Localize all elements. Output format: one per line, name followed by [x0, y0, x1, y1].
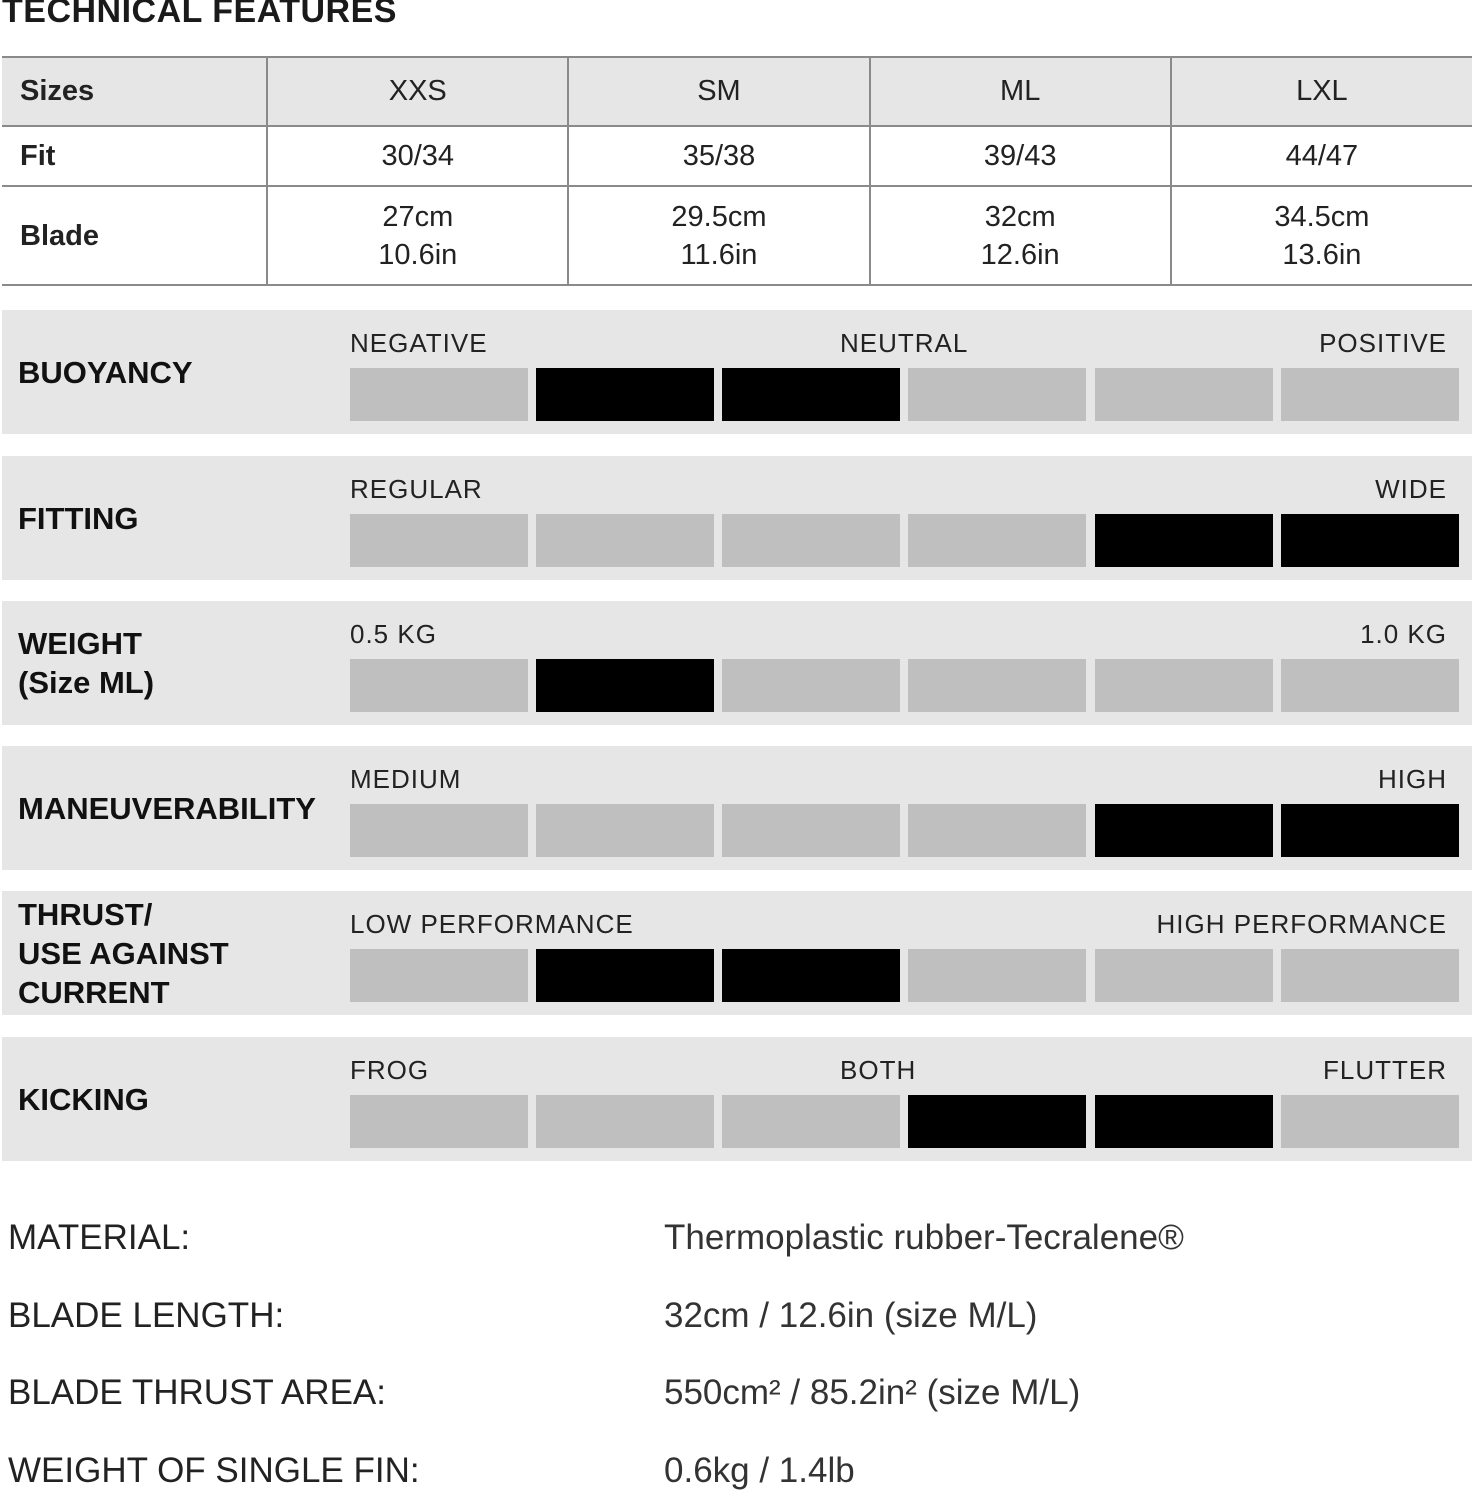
spec-value: 32cm / 12.6in (size M/L) — [664, 1296, 1038, 1335]
spec-value: Thermoplastic rubber-Tecralene® — [664, 1218, 1184, 1257]
scale-low-label: NEGATIVE — [350, 328, 488, 358]
rating-segment-empty — [722, 804, 900, 857]
scale-high-label: HIGH — [1378, 764, 1447, 794]
rating-label-kicking: KICKING — [18, 1081, 149, 1117]
rating-bars-thrust — [350, 949, 1460, 1002]
scale-high-label: WIDE — [1375, 474, 1447, 504]
rating-segment-empty — [722, 1095, 900, 1148]
blade-cm-sm: 29.5cm — [671, 200, 767, 233]
rating-segment-empty — [536, 514, 714, 567]
size-table — [2, 56, 1472, 286]
rating-segment-filled — [1095, 514, 1273, 567]
rating-label-thrust: THRUST/ USE AGAINST CURRENT — [18, 896, 229, 1010]
fit-value-ml: 39/43 — [870, 126, 1171, 186]
scale-low-label: FROG — [350, 1055, 430, 1085]
rating-segment-filled — [908, 1095, 1086, 1148]
rating-thrust — [2, 891, 1472, 1015]
scale-low-label: REGULAR — [350, 474, 483, 504]
rating-scale-weight — [350, 619, 1447, 649]
rating-segment-empty — [1095, 659, 1273, 712]
blade-in-ml: 12.6in — [980, 238, 1060, 271]
spec-key: WEIGHT OF SINGLE FIN: — [8, 1451, 420, 1490]
spec-row — [8, 1373, 1468, 1421]
scale-high-label: POSITIVE — [1319, 328, 1447, 358]
rating-segment-empty — [536, 1095, 714, 1148]
rating-segment-empty — [1281, 368, 1459, 421]
spec-value: 0.6kg / 1.4lb — [664, 1451, 855, 1490]
blade-in-lxl: 13.6in — [1282, 238, 1362, 271]
rating-segment-filled — [536, 368, 714, 421]
rating-segment-empty — [350, 514, 528, 567]
scale-mid-label: BOTH — [840, 1055, 917, 1085]
rating-segment-empty — [350, 659, 528, 712]
rating-segment-empty — [350, 368, 528, 421]
rating-segment-filled — [536, 949, 714, 1002]
rating-bars-maneuverability — [350, 804, 1460, 857]
blade-in-xxs: 10.6in — [378, 238, 458, 271]
blade-value-lxl — [1171, 186, 1472, 285]
fit-row — [2, 126, 1472, 186]
fit-value-xxs: 30/34 — [267, 126, 568, 186]
rating-segment-empty — [1095, 368, 1273, 421]
blade-in-sm: 11.6in — [680, 238, 758, 271]
rating-segment-filled — [722, 368, 900, 421]
spec-row — [8, 1451, 1468, 1499]
spec-key: BLADE LENGTH: — [8, 1296, 285, 1335]
rating-segment-empty — [1095, 949, 1273, 1002]
header-size-lxl: LXL — [1171, 57, 1472, 126]
rating-label-maneuverability: MANEUVERABILITY — [18, 790, 316, 826]
rating-scale-buoyancy — [350, 328, 1447, 358]
rating-bars-weight — [350, 659, 1460, 712]
rating-kicking — [2, 1037, 1472, 1161]
spec-row — [8, 1218, 1468, 1266]
rating-segment-filled — [1095, 1095, 1273, 1148]
rating-scale-kicking — [350, 1055, 1447, 1085]
rating-segment-filled — [1281, 804, 1459, 857]
rating-segment-filled — [536, 659, 714, 712]
rating-segment-empty — [908, 659, 1086, 712]
blade-value-sm — [568, 186, 869, 285]
rating-segment-empty — [350, 1095, 528, 1148]
rating-segment-empty — [1281, 949, 1459, 1002]
rating-scale-thrust — [350, 909, 1447, 939]
rating-segment-empty — [908, 514, 1086, 567]
rating-buoyancy — [2, 310, 1472, 434]
blade-cm-xxs: 27cm — [382, 200, 454, 233]
rating-label-weight: WEIGHT (Size ML) — [18, 626, 155, 700]
scale-low-label: LOW PERFORMANCE — [350, 909, 634, 939]
rating-segment-filled — [722, 949, 900, 1002]
rating-segment-empty — [1281, 1095, 1459, 1148]
rating-bars-fitting — [350, 514, 1460, 567]
rating-segment-empty — [722, 514, 900, 567]
fit-label: Fit — [2, 126, 267, 186]
page-title: TECHNICAL FEATURES — [2, 0, 397, 30]
scale-low-label: 0.5 KG — [350, 619, 437, 649]
header-size-sm: SM — [568, 57, 869, 126]
header-sizes: Sizes — [2, 57, 267, 126]
fit-value-sm: 35/38 — [568, 126, 869, 186]
rating-segment-empty — [908, 368, 1086, 421]
scale-high-label: FLUTTER — [1323, 1055, 1447, 1085]
rating-segment-filled — [1095, 804, 1273, 857]
scale-high-label: 1.0 KG — [1360, 619, 1447, 649]
rating-segment-empty — [908, 949, 1086, 1002]
rating-scale-maneuverability — [350, 764, 1447, 794]
rating-label-buoyancy: BUOYANCY — [18, 354, 193, 390]
spec-key: BLADE THRUST AREA: — [8, 1373, 386, 1412]
blade-label: Blade — [2, 186, 267, 285]
rating-scale-fitting — [350, 474, 1447, 504]
blade-value-ml — [870, 186, 1171, 285]
rating-segment-empty — [908, 804, 1086, 857]
rating-segment-filled — [1281, 514, 1459, 567]
rating-fitting — [2, 456, 1472, 580]
rating-segment-empty — [350, 804, 528, 857]
rating-segment-empty — [536, 804, 714, 857]
header-size-xxs: XXS — [267, 57, 568, 126]
rating-maneuverability — [2, 746, 1472, 870]
scale-high-label: HIGH PERFORMANCE — [1156, 909, 1447, 939]
blade-cm-ml: 32cm — [984, 200, 1056, 233]
spec-row — [8, 1296, 1468, 1344]
rating-segment-empty — [1281, 659, 1459, 712]
header-size-ml: ML — [870, 57, 1171, 126]
rating-segment-empty — [722, 659, 900, 712]
spec-value: 550cm² / 85.2in² (size M/L) — [664, 1373, 1081, 1412]
rating-segment-empty — [350, 949, 528, 1002]
fit-value-lxl: 44/47 — [1171, 126, 1472, 186]
scale-mid-label: NEUTRAL — [840, 328, 969, 358]
rating-bars-kicking — [350, 1095, 1460, 1148]
scale-low-label: MEDIUM — [350, 764, 462, 794]
rating-weight — [2, 601, 1472, 725]
size-table-header-row — [2, 57, 1472, 126]
blade-row — [2, 186, 1472, 285]
rating-bars-buoyancy — [350, 368, 1460, 421]
blade-cm-lxl: 34.5cm — [1274, 200, 1370, 233]
rating-label-fitting: FITTING — [18, 500, 139, 536]
spec-key: MATERIAL: — [8, 1218, 191, 1257]
blade-value-xxs — [267, 186, 568, 285]
